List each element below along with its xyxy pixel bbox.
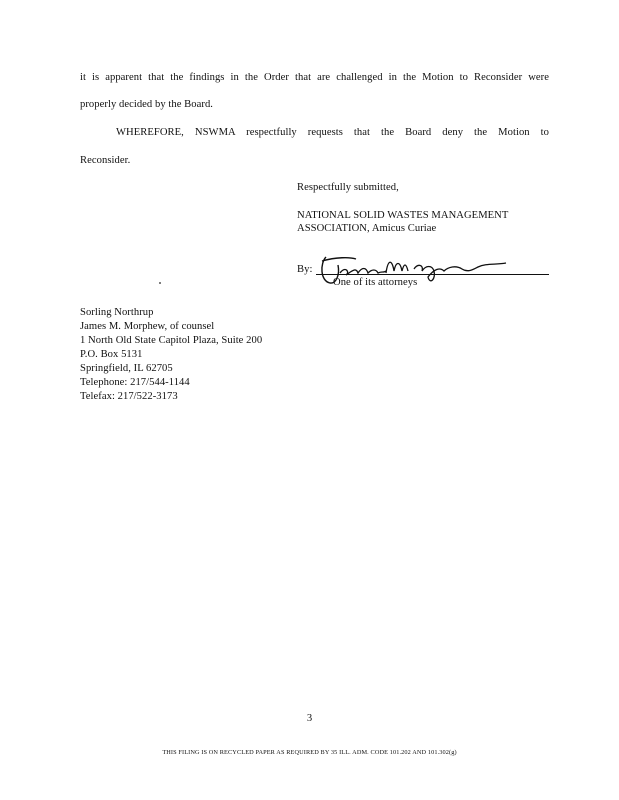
counsel-line: P.O. Box 5131	[80, 349, 143, 360]
wherefore-continuation: Reconsider.	[80, 155, 131, 166]
org-name-line-1: NATIONAL SOLID WASTES MANAGEMENT	[297, 210, 509, 221]
counsel-line: 1 North Old State Capitol Plaza, Suite 200	[80, 335, 263, 346]
stray-mark	[159, 282, 161, 284]
page-number: 3	[306, 713, 313, 724]
org-name-line-2: ASSOCIATION, Amicus Curiae	[297, 223, 437, 234]
recycled-paper-footer: THIS FILING IS ON RECYCLED PAPER AS REQUIRED BY 35 ILL. ADM. CODE 101.202 AND 101.302(g)	[162, 749, 457, 756]
signer-caption: One of its attorneys	[333, 277, 418, 288]
signature-line	[316, 274, 549, 275]
counsel-line: Springfield, IL 62705	[80, 363, 173, 374]
counsel-line: Telephone: 217/544-1144	[80, 377, 190, 388]
body-line-2: properly decided by the Board.	[80, 99, 213, 110]
counsel-line: Sorling Northrup	[80, 307, 154, 318]
counsel-line: James M. Morphew, of counsel	[80, 321, 215, 332]
wherefore-line: WHEREFORE, NSWMA respectfully requests that the Board deny the Motion to	[116, 127, 549, 138]
counsel-line: Telefax: 217/522-3173	[80, 391, 178, 402]
closing-text: Respectfully submitted,	[297, 182, 399, 193]
body-line-1: it is apparent that the findings in the Order that are challenged in the Motion to Reconsider were	[80, 72, 549, 83]
by-label: By:	[297, 264, 313, 275]
